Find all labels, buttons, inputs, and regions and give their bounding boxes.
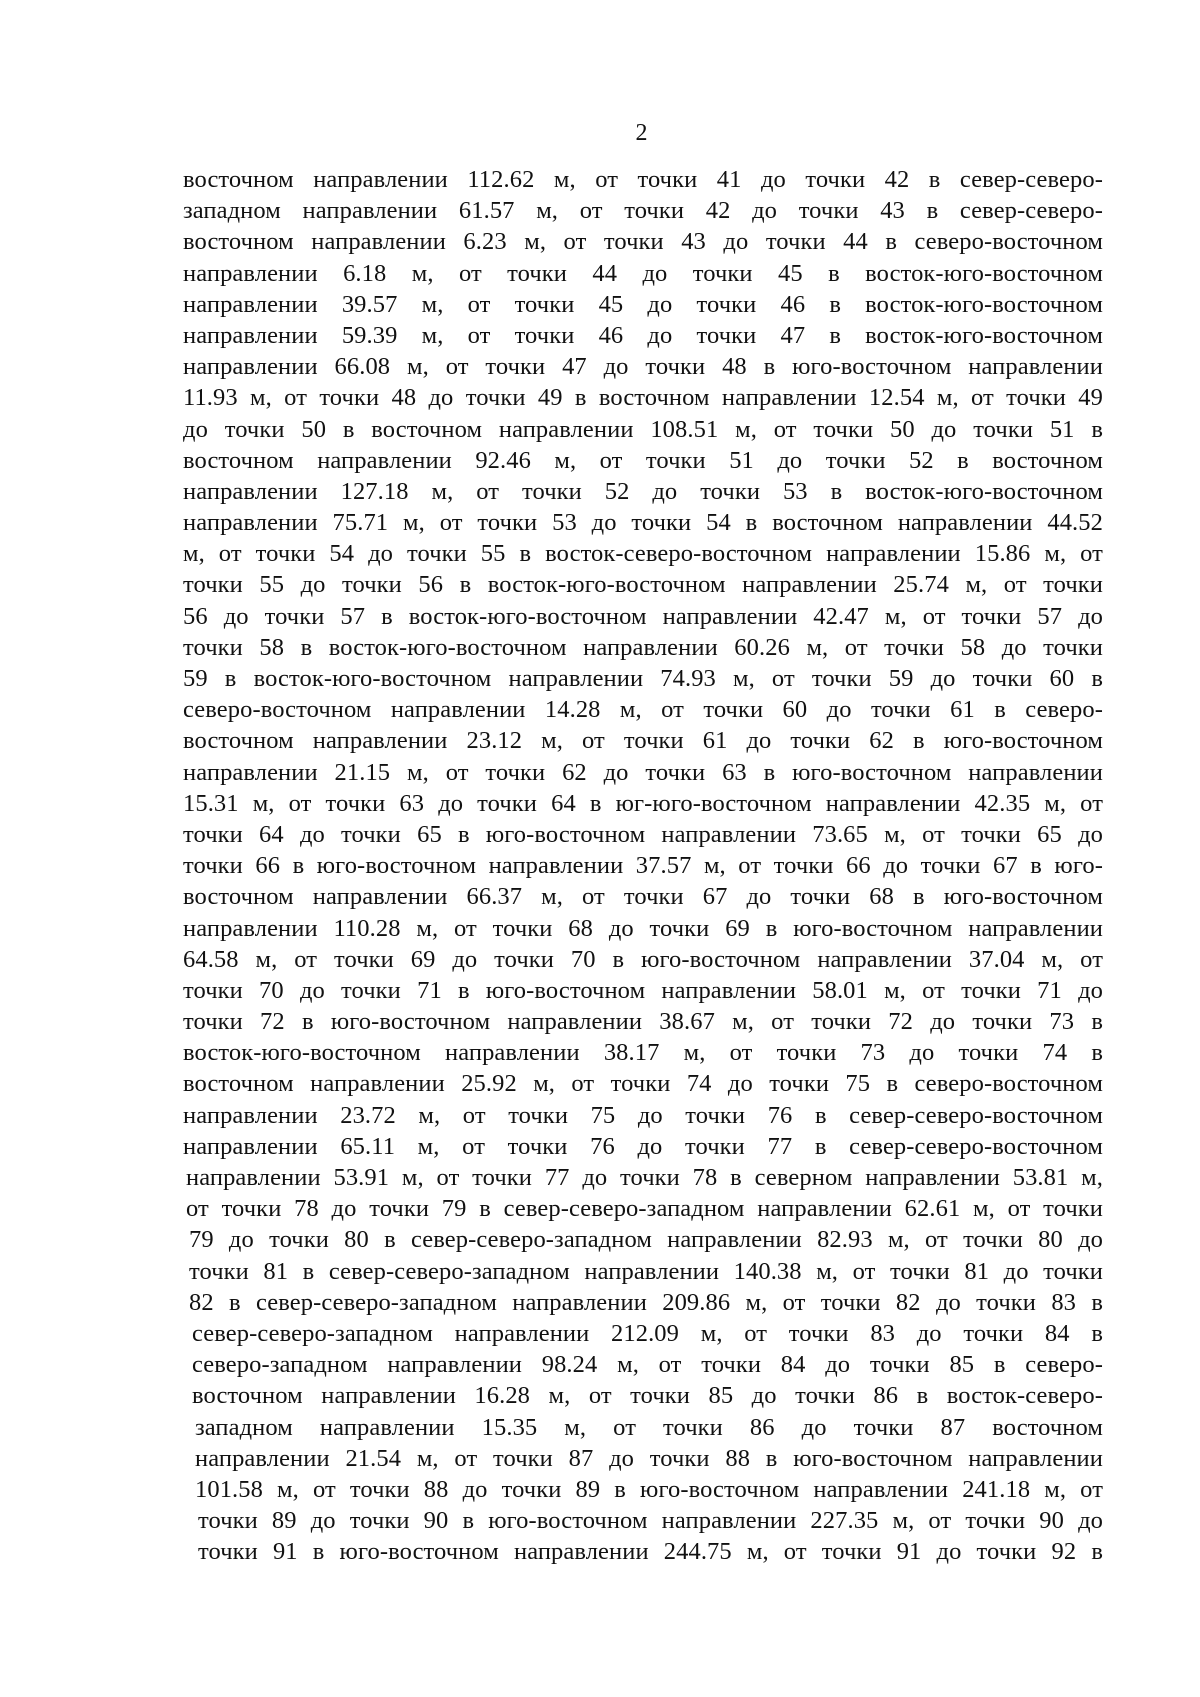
text-line: 11.93 м, от точки 48 до точки 49 в восточном направлении 12.54 м, от точки 49 <box>183 384 1103 412</box>
text-line: м, от точки 54 до точки 55 в восток-северо-восточном направлении 15.86 м, от <box>183 540 1103 568</box>
text-line: до точки 50 в восточном направлении 108.51 м, от точки 50 до точки 51 в <box>183 415 1103 443</box>
text-line: северо-западном направлении 98.24 м, от точки 84 до точки 85 в северо- <box>192 1351 1103 1379</box>
text-line: 101.58 м, от точки 88 до точки 89 в юго-восточном направлении 241.18 м, от <box>195 1475 1103 1503</box>
text-line: направлении 66.08 м, от точки 47 до точки 48 в юго-восточном направлении <box>183 353 1103 381</box>
text-line: точки 72 в юго-восточном направлении 38.67 м, от точки 72 до точки 73 в <box>183 1008 1103 1036</box>
text-line: северо-восточном направлении 14.28 м, от точки 60 до точки 61 в северо- <box>183 696 1103 724</box>
text-line: точки 89 до точки 90 в юго-восточном направлении 227.35 м, от точки 90 до <box>198 1507 1103 1535</box>
text-line: западном направлении 15.35 м, от точки 86 до точки 87 восточном <box>195 1413 1103 1441</box>
text-line: 59 в восток-юго-восточном направлении 74.93 м, от точки 59 до точки 60 в <box>183 665 1103 692</box>
text-line: точки 91 в юго-восточном направлении 244.75 м, от точки 91 до точки 92 в <box>198 1538 1103 1566</box>
text-line: восточном направлении 92.46 м, от точки 51 до точки 52 в восточном <box>183 446 1103 474</box>
text-line: восточном направлении 66.37 м, от точки 67 до точки 68 в юго-восточном <box>183 883 1103 911</box>
text-line: север-северо-западном направлении 212.09 м, от точки 83 до точки 84 в <box>192 1319 1103 1347</box>
text-line: направлении 21.54 м, от точки 87 до точки 88 в юго-восточном направлении <box>195 1444 1103 1472</box>
text-line: направлении 23.72 м, от точки 75 до точки 76 в север-северо-восточном <box>183 1101 1103 1129</box>
text-line: восточном направлении 112.62 м, от точки 41 до точки 42 в север-северо- <box>183 166 1103 193</box>
text-line: точки 66 в юго-восточном направлении 37.57 м, от точки 66 до точки 67 в юго- <box>183 852 1103 880</box>
text-line: западном направлении 61.57 м, от точки 42 до точки 43 в север-северо- <box>183 197 1103 225</box>
text-line: 56 до точки 57 в восток-юго-восточном направлении 42.47 м, от точки 57 до <box>183 602 1103 630</box>
text-line: восток-юго-восточном направлении 38.17 м, от точки 73 до точки 74 в <box>183 1039 1103 1067</box>
text-line: направлении 53.91 м, от точки 77 до точки 78 в северном направлении 53.81 м, <box>186 1164 1103 1191</box>
text-line: направлении 59.39 м, от точки 46 до точки 47 в восток-юго-восточном <box>183 321 1103 349</box>
text-line: точки 70 до точки 71 в юго-восточном направлении 58.01 м, от точки 71 до <box>183 976 1103 1004</box>
text-line: точки 64 до точки 65 в юго-восточном направлении 73.65 м, от точки 65 до <box>183 820 1103 848</box>
text-line: восточном направлении 16.28 м, от точки 85 до точки 86 в восток-северо- <box>192 1382 1103 1410</box>
page-number: 2 <box>635 120 648 146</box>
text-line: направлении 110.28 м, от точки 68 до точки 69 в юго-восточном направлении <box>183 914 1103 942</box>
text-line: точки 55 до точки 56 в восток-юго-восточном направлении 25.74 м, от точки <box>183 571 1103 599</box>
text-line: направлении 65.11 м, от точки 76 до точки 77 в север-северо-восточном <box>183 1132 1103 1160</box>
text-line: направлении 21.15 м, от точки 62 до точки 63 в юго-восточном направлении <box>183 758 1103 786</box>
text-line: 79 до точки 80 в север-северо-западном направлении 82.93 м, от точки 80 до <box>189 1226 1103 1254</box>
text-line: направлении 39.57 м, от точки 45 до точки 46 в восток-юго-восточном <box>183 290 1103 318</box>
text-line: точки 58 в восток-юго-восточном направлении 60.26 м, от точки 58 до точки <box>183 633 1103 661</box>
text-line: направлении 6.18 м, от точки 44 до точки 45 в восток-юго-восточном <box>183 259 1103 287</box>
text-line: 82 в север-северо-западном направлении 209.86 м, от точки 82 до точки 83 в <box>189 1288 1103 1316</box>
text-line: направлении 127.18 м, от точки 52 до точки 53 в восток-юго-восточном <box>183 477 1103 505</box>
body-text <box>183 164 1103 1567</box>
text-line: от точки 78 до точки 79 в север-северо-западном направлении 62.61 м, от точки <box>186 1195 1103 1223</box>
text-line: восточном направлении 23.12 м, от точки 61 до точки 62 в юго-восточном <box>183 727 1103 755</box>
text-line: направлении 75.71 м, от точки 53 до точки 54 в восточном направлении 44.52 <box>183 509 1103 537</box>
text-line: восточном направлении 25.92 м, от точки 74 до точки 75 в северо-восточном <box>183 1070 1103 1098</box>
text-line: восточном направлении 6.23 м, от точки 43 до точки 44 в северо-восточном <box>183 228 1103 256</box>
text-line: точки 81 в север-северо-западном направлении 140.38 м, от точки 81 до точки <box>189 1257 1103 1285</box>
text-line: 15.31 м, от точки 63 до точки 64 в юг-юго-восточном направлении 42.35 м, от <box>183 789 1103 817</box>
text-line: 64.58 м, от точки 69 до точки 70 в юго-восточном направлении 37.04 м, от <box>183 945 1103 973</box>
